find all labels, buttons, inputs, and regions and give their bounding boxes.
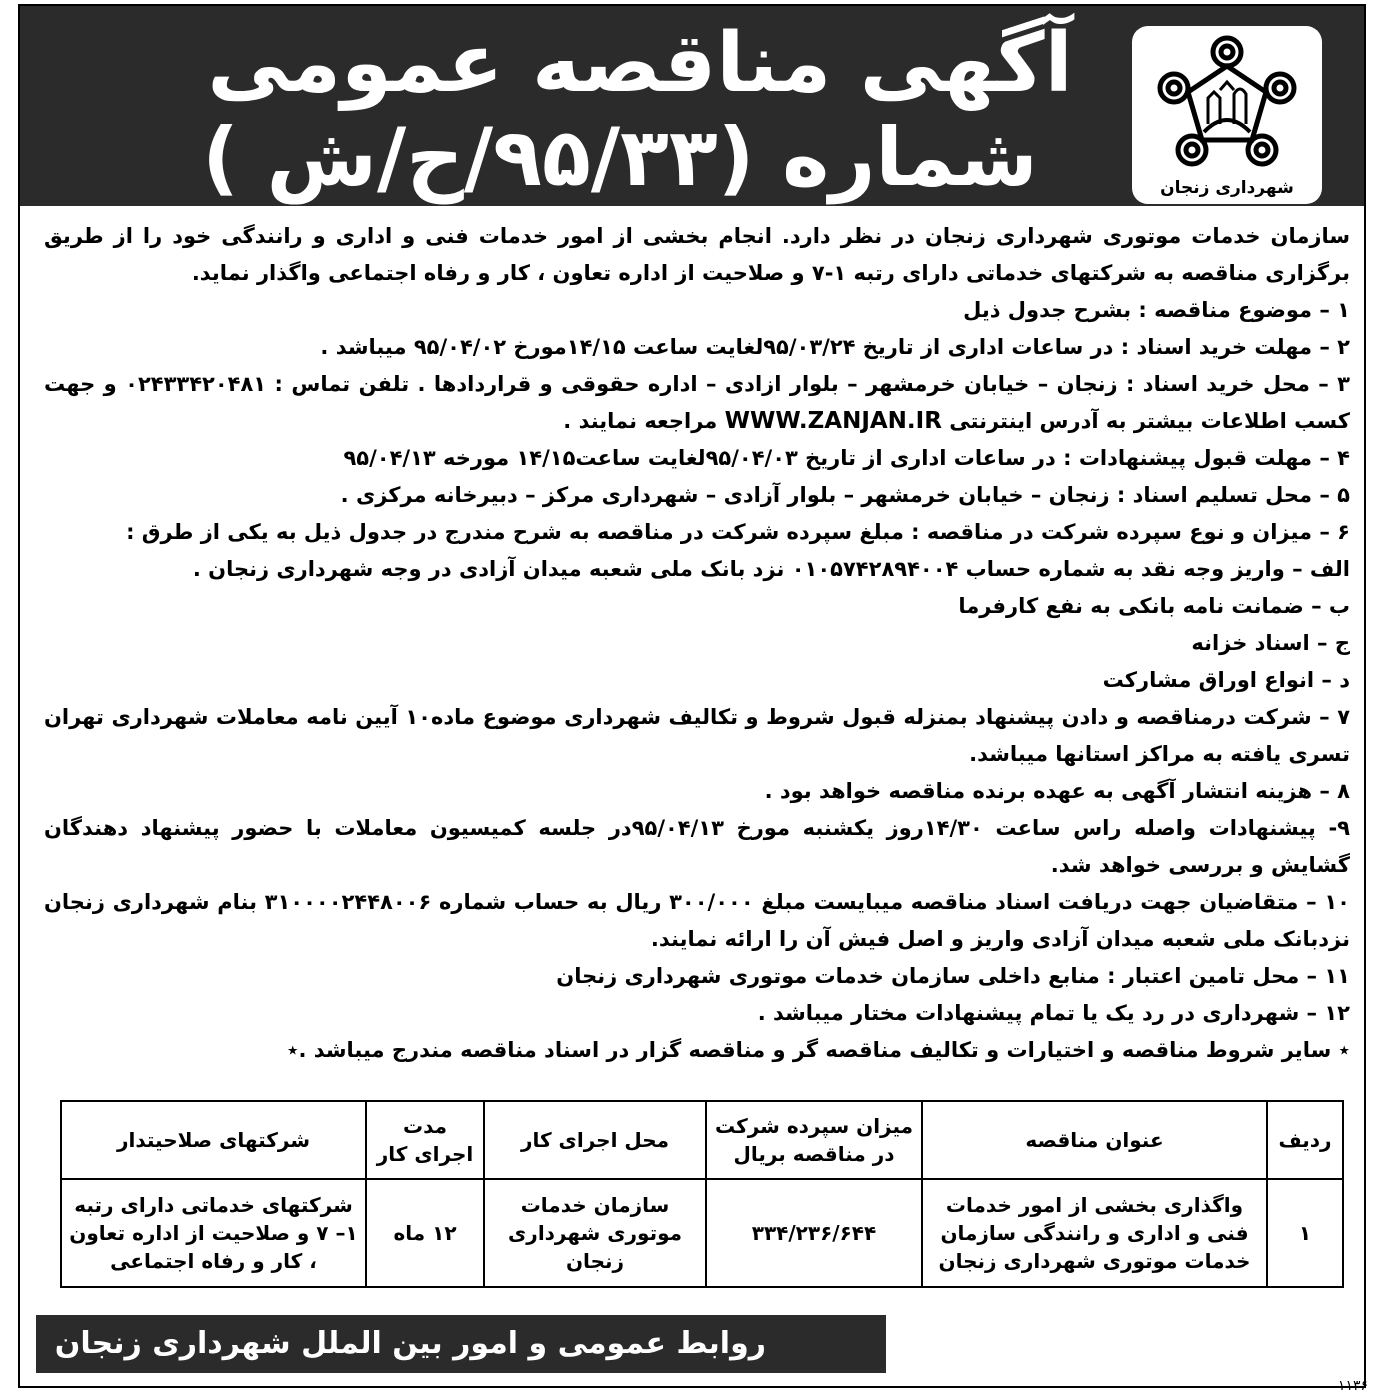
footnote: ٭ سایر شروط مناقصه و اختیارات و تکالیف مناقصه گر و مناقصه گزار در اسناد مناقصه مندرج میباشد .٭ bbox=[287, 1038, 1350, 1062]
item-6-jim: ج – اسناد خزانه bbox=[1191, 631, 1350, 655]
page-title: آگهی مناقصه عمومی bbox=[207, 16, 1073, 111]
footer-banner: روابط عمومی و امور بین الملل شهرداری زنجان bbox=[36, 1315, 886, 1373]
cell-deposit: ۳۳۴/۲۳۶/۶۴۴ bbox=[706, 1179, 922, 1287]
tender-table bbox=[60, 1100, 1344, 1288]
header-tender-title: عنوان مناقصه bbox=[922, 1101, 1267, 1179]
item-12: ۱۲ – شهرداری در رد یک یا تمام پیشنهادات مختار میباشد . bbox=[757, 1001, 1350, 1025]
intro-paragraph: سازمان خدمات موتوری شهرداری زنجان در نظر دارد. انجام بخشی از امور خدمات فنی و اداری و رانندگی خود را از طریق برگزاری مناقصه به شرکتهای خدماتی دارای رتبه ۱-۷ و صلاحیت از اداره تعاون ، کار و رفاه اجتماعی واگذار نماید. bbox=[44, 224, 1350, 285]
header-deposit: میزان سپرده شرکت در مناقصه بریال bbox=[706, 1101, 922, 1179]
item-5: ۵ – محل تسلیم اسناد : زنجان – خیابان خرمشهر – بلوار آزادی – شهرداری مرکز – دبیرخانه مرکزی . bbox=[340, 483, 1350, 507]
item-11: ۱۱ – محل تامین اعتبار : منابع داخلی سازمان خدمات موتوری شهرداری زنجان bbox=[556, 964, 1350, 988]
item-6-be: ب – ضمانت نامه بانکی به نفع کارفرما bbox=[958, 594, 1350, 618]
item-10: ۱۰ – متقاضیان جهت دریافت اسناد مناقصه میبایست مبلغ ۳۰۰/۰۰۰ ریال به حساب شماره ۳۱۰۰۰۰۲۴۴۸۰۰۶ بنام شهرداری زنجان نزدبانک ملی شعبه میدان آزادی واریز و اصل فیش آن را ارائه نمایند. bbox=[44, 890, 1350, 951]
table-header-row bbox=[61, 1101, 1343, 1179]
header-banner bbox=[20, 6, 1364, 206]
header-duration: مدت اجرای کار bbox=[366, 1101, 484, 1179]
item-4: ۴ – مهلت قبول پیشنهادات : در ساعات اداری از تاریخ ۹۵/۰۴/۰۳لغایت ساعت۱۴/۱۵ مورخه ۹۵/۰۴/۱۳ bbox=[343, 446, 1350, 470]
cell-qualified-companies: شرکتهای خدماتی دارای رتبه ۱– ۷ و صلاحیت از اداره تعاون ، کار و رفاه اجتماعی bbox=[61, 1179, 366, 1287]
item-6-dal: د – انواع اوراق مشارکت bbox=[1102, 668, 1350, 692]
ad-code: ۱۱۳۶ bbox=[1337, 1378, 1368, 1394]
item-2: ۲ – مهلت خرید اسناد : در ساعات اداری از تاریخ ۹۵/۰۳/۲۴لغایت ساعت ۱۴/۱۵مورخ ۹۵/۰۴/۰۲ میباشد . bbox=[320, 335, 1350, 359]
item-8: ۸ – هزینه انتشار آگهی به عهده برنده مناقصه خواهد بود . bbox=[764, 779, 1350, 803]
website-link[interactable]: WWW.ZANJAN.IR bbox=[724, 408, 942, 434]
item-1: ۱ – موضوع مناقصه : بشرح جدول ذیل bbox=[963, 298, 1350, 322]
logo-caption: شهرداری زنجان bbox=[1160, 178, 1294, 198]
item-6-alef: الف – واریز وجه نقد به شماره حساب ۰۱۰۵۷۴۲۸۹۴۰۰۴ نزد بانک ملی شعبه میدان آزادی در وجه شهرداری زنجان . bbox=[192, 557, 1350, 581]
header-row-number: ردیف bbox=[1267, 1101, 1343, 1179]
announcement-body bbox=[44, 218, 1350, 1069]
cell-duration: ۱۲ ماه bbox=[366, 1179, 484, 1287]
item-3 bbox=[44, 366, 1350, 440]
municipality-logo bbox=[1132, 26, 1322, 204]
header-location: محل اجرای کار bbox=[484, 1101, 706, 1179]
item-3-tail: مراجعه نمایند . bbox=[563, 409, 718, 433]
header-qualified-companies: شرکتهای صلاحیتدار bbox=[61, 1101, 366, 1179]
tender-number: شماره (۹۵/۳۳/ح/ش ) bbox=[202, 111, 1038, 204]
item-3-text: ۳ – محل خرید اسناد : زنجان – خیابان خرمشهر – بلوار ازادی – اداره حقوقی و قراردادها . تلفن تماس : ۰۲۴۳۳۴۲۰۴۸۱ و جهت کسب اطلاعات بیشتر به آدرس اینترنتی bbox=[44, 372, 1350, 433]
item-6: ۶ – میزان و نوع سپرده شرکت در مناقصه : مبلغ سپرده شرکت در مناقصه به شرح مندرج در جدول ذیل به یکی از طرق : bbox=[126, 520, 1350, 544]
zanjan-emblem-icon bbox=[1150, 28, 1304, 174]
cell-row-number: ۱ bbox=[1267, 1179, 1343, 1287]
table-row bbox=[61, 1179, 1343, 1287]
cell-tender-title: واگذاری بخشی از امور خدمات فنی و اداری و رانندگی سازمان خدمات موتوری شهرداری زنجان bbox=[922, 1179, 1267, 1287]
item-9: ۹- پیشنهادات واصله راس ساعت ۱۴/۳۰روز یکشنبه مورخ ۹۵/۰۴/۱۳در جلسه کمیسیون معاملات با حضور پیشنهاد دهندگان گشایش و بررسی خواهد شد. bbox=[44, 816, 1350, 877]
item-7: ۷ – شرکت درمناقصه و دادن پیشنهاد بمنزله قبول شروط و تکالیف شهرداری موضوع ماده۱۰ آیین نامه معاملات شهرداری تهران تسری یافته به مراکز استانها میباشد. bbox=[44, 705, 1351, 766]
cell-location: سازمان خدمات موتوری شهرداری زنجان bbox=[484, 1179, 706, 1287]
